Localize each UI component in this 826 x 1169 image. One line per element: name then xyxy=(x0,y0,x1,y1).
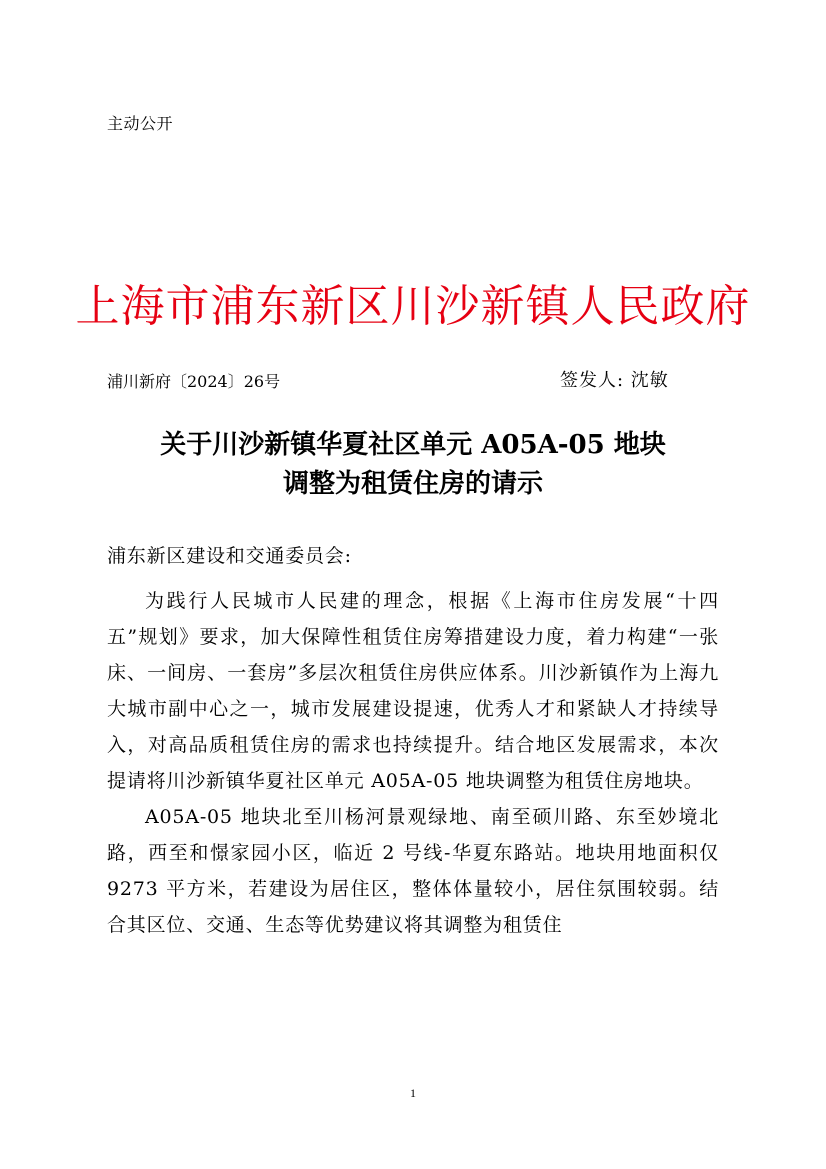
document-title-line-1: 关于川沙新镇华夏社区单元 A05A-05 地块 xyxy=(160,430,666,460)
document-title-line-2: 调整为租赁住房的请示 xyxy=(282,469,543,499)
document-number: 浦川新府〔2024〕26号 xyxy=(107,372,281,391)
document-body xyxy=(107,583,719,943)
body-paragraph-1: 为践行人民城市人民建的理念，根据《上海市住房发展“十四五”规划》要求，加大保障性租赁住房筹措建设力度，着力构建“一张床、一间房、一套房”多层次租赁住房供应体系。川沙新镇作为上海九大城市副中心之一，城市发展建设提速，优秀人才和紧缺人才持续导入，对高品质租赁住房的需求也持续提升。结合地区发展需求，本次提请将川沙新镇华夏社区单元 A05A-05 地块调整为租赁住房地块。 xyxy=(107,590,719,792)
document-title xyxy=(0,426,826,504)
recipient-line: 浦东新区建设和交通委员会: xyxy=(107,545,352,567)
disclosure-label: 主动公开 xyxy=(107,114,174,133)
body-paragraph-2: A05A-05 地块北至川杨河景观绿地、南至硕川路、东至妙境北路，西至和憬家园小区，临近 2 号线-华夏东路站。地块用地面积仅 9273 平方米，若建设为居住区，整体体量较小，居住氛围较弱。结合其区位、交通、生态等优势建议将其调整为租赁住 xyxy=(107,806,719,936)
page-number: 1 xyxy=(410,1086,416,1100)
issuer-org-header: 上海市浦东新区川沙新镇人民政府 xyxy=(75,281,751,332)
issuer-signatory: 签发人: 沈敏 xyxy=(560,370,669,391)
